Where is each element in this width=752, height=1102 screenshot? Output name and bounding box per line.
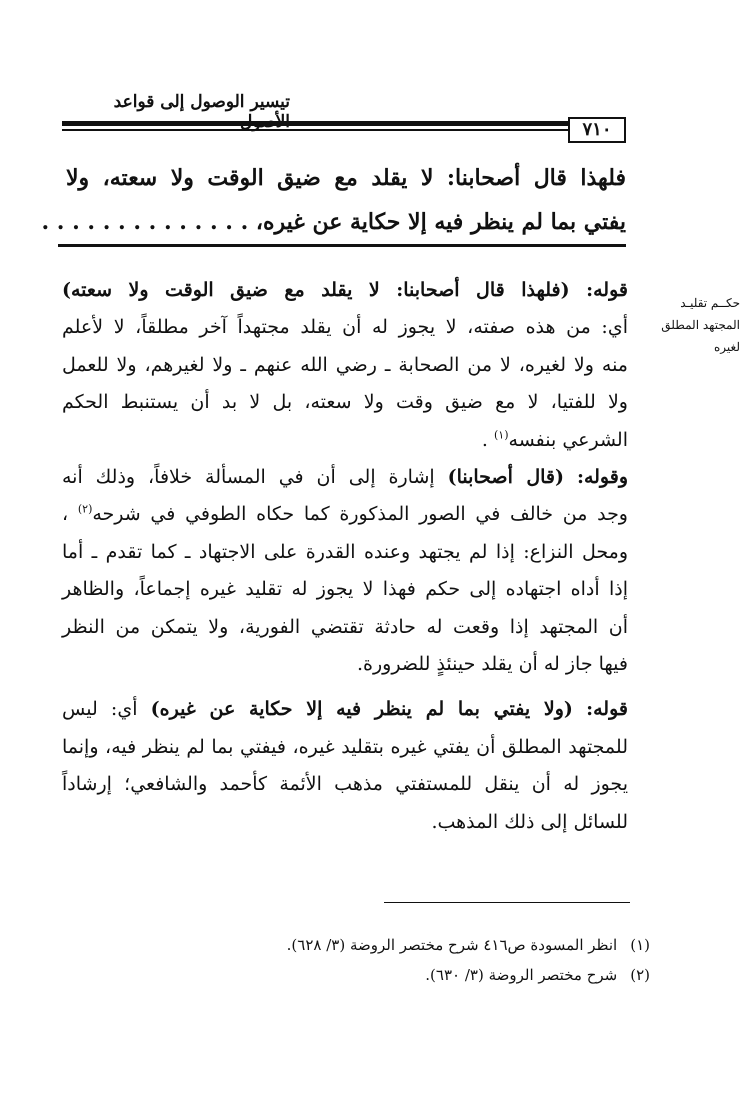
line-end: . — [481, 428, 488, 451]
quoted-matn: (فلهذا قال أصحابنا: لا يقلد مع ضيق الوقت ولا سعته) — [62, 279, 570, 301]
footnote-ref: (١) — [494, 428, 509, 442]
matn-line: فلهذا قال أصحابنا: لا يقلد مع ضيق الوقت ولا سعته، ولا — [66, 165, 626, 191]
paragraph-line: ولا للفتيا، لا مع ضيق وقت ولا سعته، بل لا بد أن يستنبط الحكم — [62, 391, 628, 414]
margin-note-line: حكــم تقليـد — [680, 296, 740, 310]
paragraph-line — [62, 496, 628, 533]
footnotes — [230, 930, 650, 990]
paragraph-line: أي: من هذه صفته، لا يجوز له أن يقلد مجتهداً آخر مطلقاً، لا لأعلم — [62, 316, 628, 339]
footnote-number: (١) — [630, 936, 650, 954]
page-number — [568, 117, 626, 143]
paragraph-line — [62, 422, 628, 459]
paragraph-line: يجوز له أن ينقل للمستفتي مذهب الأئمة كأحمد والشافعي؛ إرشاداً — [62, 773, 628, 796]
paragraph-line: فيها جاز له أن يقلد حينئذٍ للضرورة. — [357, 653, 628, 676]
margin-note-line: لغيره — [714, 340, 740, 354]
header-rule — [62, 121, 622, 126]
margin-note-line: المجتهد المطلق — [661, 318, 740, 332]
line-end: ، — [62, 503, 69, 526]
paragraph-line: ومحل النزاع: إذا لم يجتهد وعنده القدرة على الاجتهاد ـ كما تقدم ـ أما — [62, 540, 628, 563]
margin-note — [630, 292, 740, 358]
matn-text — [41, 156, 626, 244]
section-separator — [58, 244, 626, 247]
line-text: إشارة إلى أن في المسألة خلافاً، وذلك أنه — [62, 466, 435, 489]
line-text: وجد من خالف في الصور المذكورة كما حكاه الطوفي في شرحه — [92, 503, 628, 526]
qawluh-label: قوله: — [586, 279, 628, 301]
footnote-rule — [384, 902, 630, 903]
paragraph-line: إذا أداه اجتهاده إلى حكم فهذا لا يجوز له تقليد غيره إجماعاً، والظاهر — [62, 578, 628, 601]
footnote-ref: (٢) — [77, 503, 93, 517]
matn-line: يفتي بما لم ينظر فيه إلا حكاية عن غيره، . . . . . . . . . . . . . . — [41, 209, 626, 235]
page-number-text: ٧١٠ — [582, 119, 612, 140]
footnote — [230, 930, 650, 960]
paragraph-line — [62, 459, 628, 496]
paragraph-line — [62, 272, 628, 309]
paragraph-gap — [62, 683, 628, 691]
paragraph-line: للمجتهد المطلق أن يفتي غيره بتقليد غيره، فيفتي بما لم ينظر فيه، وإنما — [62, 735, 628, 758]
footnote-text: انظر المسودة ص٤١٦ شرح مختصر الروضة (٣/ ٦٢٨). — [286, 936, 618, 954]
running-title: تيسير الوصول إلى قواعد — [113, 92, 290, 112]
footnote — [230, 960, 650, 990]
quoted-matn: (ولا يفتي بما لم ينظر فيه إلا حكاية عن غيره) — [150, 698, 573, 721]
paragraph-line: للسائل إلى ذلك المذهب. — [431, 810, 628, 833]
qawluh-label: وقوله: — [576, 466, 628, 489]
commentary-body — [62, 272, 628, 841]
paragraph-line: أن المجتهد إذا وقعت له حادثة تقتضي الفورية، ولا يتمكن من النظر — [62, 615, 628, 638]
line-text: أي: ليس — [62, 698, 138, 721]
qawluh-label: قوله: — [586, 698, 628, 721]
paragraph-line: منه ولا لغيره، لا من الصحابة ـ رضي الله عنهم ـ ولا لغيرهم، ولا للعمل — [62, 353, 628, 376]
header-rule-thin — [62, 129, 622, 131]
footnote-text: شرح مختصر الروضة (٣/ ٦٣٠). — [425, 966, 618, 984]
footnote-number: (٢) — [630, 966, 650, 984]
quoted-matn: (قال أصحابنا) — [447, 466, 565, 489]
line-text: الشرعي بنفسه — [508, 428, 628, 451]
paragraph-line — [62, 691, 628, 728]
